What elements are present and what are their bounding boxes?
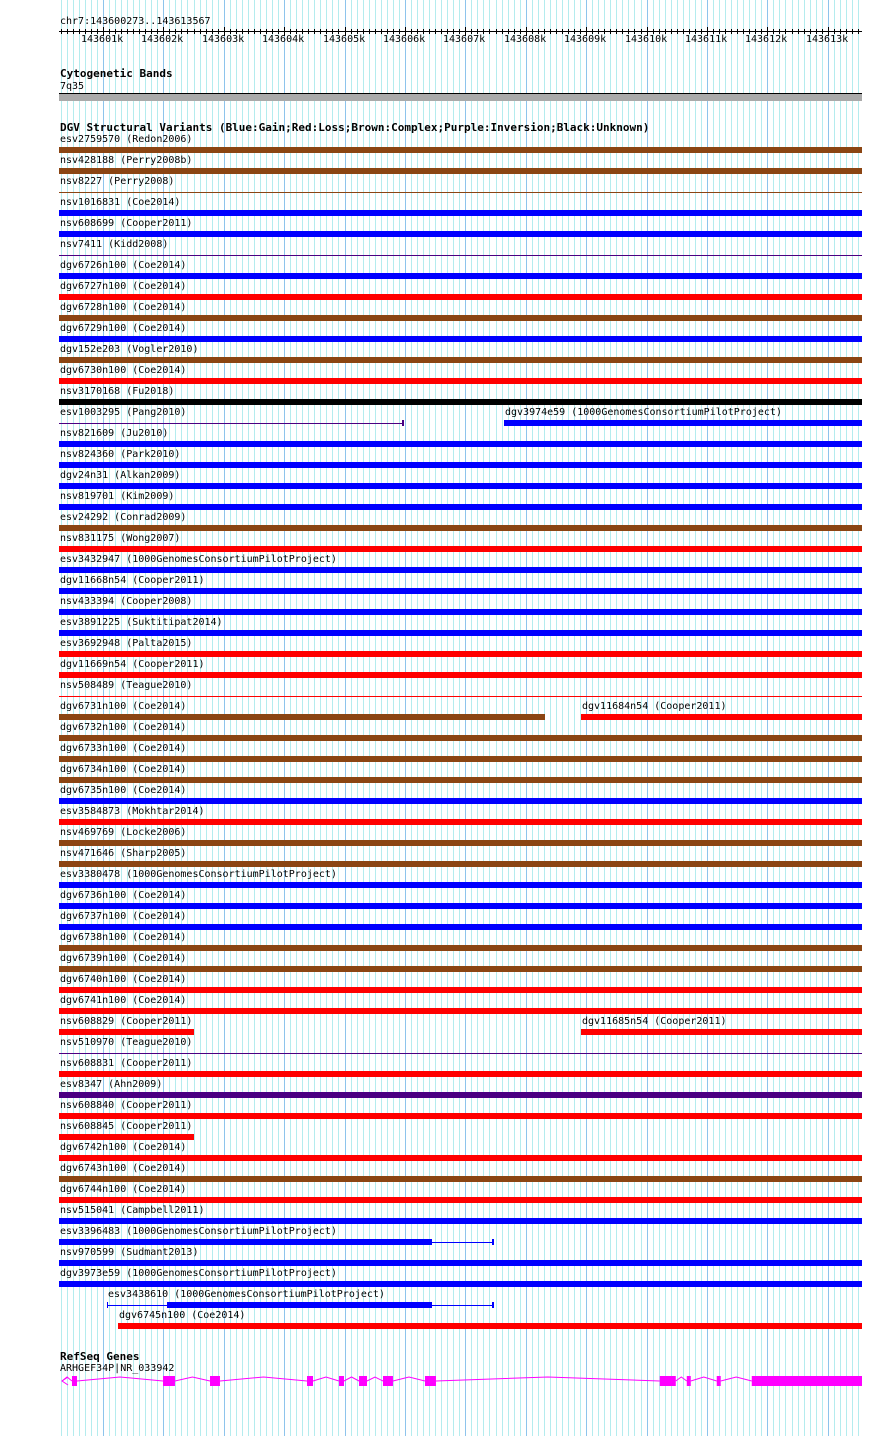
sv-feature-label: dgv3974e59 (1000GenomesConsortiumPilotProject) [505,407,782,418]
sv-feature-bar [59,210,862,216]
sv-feature-bar [59,588,862,594]
sv-feature-label: nsv515041 (Campbell2011) [60,1205,205,1216]
ruler-label: 143601k [81,34,124,45]
sv-feature-label: dgv6730n100 (Coe2014) [60,365,187,376]
sv-feature-bar [59,987,862,993]
ruler-tick [314,29,315,34]
gene-label[interactable]: ARHGEF34P|NR_033942 [60,1363,175,1374]
ruler-label: 143603k [202,34,245,45]
ruler-label: 143612k [745,34,788,45]
sv-feature-label: dgv6740n100 (Coe2014) [60,974,187,985]
refseq-track-title[interactable]: RefSeq Genes [60,1350,140,1363]
sv-feature-bar [59,735,862,741]
sv-feature-bar [59,1071,862,1077]
sv-feature-label: nsv608845 (Cooper2011) [60,1121,193,1132]
ruler-label: 143609k [564,34,607,45]
ruler-tick [254,29,255,34]
sv-feature-label: dgv6745n100 (Coe2014) [119,1310,246,1321]
ruler-tick [381,29,382,34]
sv-feature-bar [59,441,862,447]
ruler-tick [683,29,684,34]
intron-line [220,1377,307,1381]
sv-feature-bar [59,609,862,615]
sv-feature-label: nsv471646 (Sharp2005) [60,848,187,859]
ruler-tick [616,29,617,34]
intron-line [77,1377,163,1381]
intron-line [344,1377,359,1381]
ruler-tick [550,29,551,34]
sv-feature-label: esv8347 (Ahn2009) [60,1079,163,1090]
ruler-tick [852,29,853,34]
ruler-tick [610,29,611,34]
sv-feature-bar [59,1281,862,1287]
sv-feature-line [59,423,403,424]
sv-feature-bar [59,840,862,846]
sv-feature-label: dgv6731n100 (Coe2014) [60,701,187,712]
sv-feature-bar [118,1323,862,1329]
sv-feature-label: dgv152e203 (Vogler2010) [60,344,199,355]
sv-feature-label: nsv3170168 (Fu2018) [60,386,175,397]
sv-feature-label: esv3396483 (1000GenomesConsortiumPilotProject) [60,1226,337,1237]
ruler-tick [375,29,376,34]
sv-feature-line [432,1305,493,1306]
cytoband-label: 7q35 [60,81,85,92]
sv-feature-bar [59,714,545,720]
sv-feature-label: dgv6739n100 (Coe2014) [60,953,187,964]
sv-feature-bar [59,798,862,804]
sv-feature-label: nsv8227 (Perry2008) [60,176,175,187]
sv-feature-bar [59,924,862,930]
intron-line [367,1377,383,1381]
sv-feature-label: nsv970599 (Sudmant2013) [60,1247,199,1258]
ruler-label: 143606k [383,34,426,45]
ruler-tick [671,29,672,34]
sv-feature-bar [59,777,862,783]
sv-feature-line [432,1242,493,1243]
sv-feature-end-cap [492,1302,494,1308]
dgv-track-title[interactable]: DGV Structural Variants (Blue:Gain;Red:Loss;Brown:Complex;Purple:Inversion;Black:Unknown) [60,121,650,134]
sv-feature-end-cap [402,420,404,426]
ruler-tick [187,29,188,34]
ruler-tick [369,29,370,34]
sv-feature-label: dgv6738n100 (Coe2014) [60,932,187,943]
exon [717,1376,721,1386]
sv-feature-label: dgv11685n54 (Cooper2011) [582,1016,727,1027]
sv-feature-bar [581,714,862,720]
sv-feature-bar [167,1302,432,1308]
sv-feature-bar [59,1008,862,1014]
sv-feature-bar [59,147,862,153]
sv-feature-label: nsv821609 (Ju2010) [60,428,169,439]
sv-feature-bar [581,1029,862,1035]
sv-feature-bar [59,1134,194,1140]
ruler-label: 143610k [625,34,668,45]
sv-feature-line [59,192,862,193]
sv-feature-bar [59,504,862,510]
ruler-label: 143613k [806,34,849,45]
ruler-axis [59,31,862,32]
sv-feature-label: nsv7411 (Kidd2008) [60,239,169,250]
cytoband-track-title[interactable]: Cytogenetic Bands [60,67,173,80]
sv-feature-label: dgv6732n100 (Coe2014) [60,722,187,733]
sv-feature-bar [59,672,862,678]
sv-feature-bar [59,1239,432,1245]
ruler-label: 143611k [685,34,728,45]
ruler-tick [133,29,134,34]
ruler-tick [79,29,80,34]
sv-feature-label: nsv608829 (Cooper2011) [60,1016,193,1027]
sv-feature-label: nsv428188 (Perry2008b) [60,155,193,166]
sv-feature-label: dgv11669n54 (Cooper2011) [60,659,205,670]
intron-line [691,1377,717,1381]
ruler-tick [260,29,261,34]
ruler-tick [737,29,738,34]
sv-feature-label: esv3891225 (Suktitipat2014) [60,617,223,628]
sv-feature-bar [59,903,862,909]
exon [72,1376,77,1386]
exon [687,1376,691,1386]
sv-feature-bar [59,231,862,237]
sv-feature-label: esv3692948 (Palta2015) [60,638,193,649]
ruler-tick [502,29,503,34]
ruler-tick [429,29,430,34]
sv-feature-label: dgv6741n100 (Coe2014) [60,995,187,1006]
gene-model-ARHGEF34P[interactable] [0,1370,890,1390]
sv-feature-bar [59,861,862,867]
sv-feature-label: dgv6744n100 (Coe2014) [60,1184,187,1195]
sv-feature-end-cap [492,1239,494,1245]
ruler-tick [127,29,128,34]
ruler-label: 143607k [443,34,486,45]
sv-feature-label: esv24292 (Conrad2009) [60,512,187,523]
sv-feature-label: dgv11684n54 (Cooper2011) [582,701,727,712]
ruler-tick [804,29,805,34]
ruler-label: 143604k [262,34,305,45]
exon [210,1376,220,1386]
sv-feature-bar [59,1218,862,1224]
sv-feature-bar [59,1197,862,1203]
intron-line [436,1377,660,1381]
sv-feature-label: dgv6742n100 (Coe2014) [60,1142,187,1153]
exon [359,1376,367,1386]
sv-feature-label: nsv608699 (Cooper2011) [60,218,193,229]
ruler-tick [496,29,497,34]
sv-feature-label: esv1003295 (Pang2010) [60,407,187,418]
sv-feature-label: nsv824360 (Park2010) [60,449,181,460]
sv-feature-bar [59,567,862,573]
sv-feature-bar [59,651,862,657]
exon [339,1376,344,1386]
sv-feature-label: dgv6726n100 (Coe2014) [60,260,187,271]
sv-feature-label: nsv1016831 (Coe2014) [60,197,181,208]
sv-feature-label: dgv6727n100 (Coe2014) [60,281,187,292]
sv-feature-label: dgv6735n100 (Coe2014) [60,785,187,796]
intron-line [721,1377,752,1381]
intron-line [393,1377,425,1381]
ruler-tick [798,29,799,34]
ruler-tick [61,29,62,34]
sv-feature-label: nsv608840 (Cooper2011) [60,1100,193,1111]
sv-feature-label: dgv6729n100 (Coe2014) [60,323,187,334]
sv-feature-label: dgv24n31 (Alkan2009) [60,470,181,481]
ruler-tick [731,29,732,34]
sv-feature-bar [59,1092,862,1098]
sv-feature-label: nsv510970 (Teague2010) [60,1037,193,1048]
sv-feature-label: dgv6733n100 (Coe2014) [60,743,187,754]
sv-feature-label: dgv6737n100 (Coe2014) [60,911,187,922]
sv-feature-line [107,1305,167,1306]
sv-feature-bar [59,630,862,636]
sv-feature-bar [59,294,862,300]
exon [660,1376,676,1386]
sv-feature-bar [59,819,862,825]
ruler-tick [435,29,436,34]
intron-line [313,1377,339,1381]
sv-feature-bar [59,756,862,762]
sv-feature-label: dgv11668n54 (Cooper2011) [60,575,205,586]
sv-feature-label: nsv508489 (Teague2010) [60,680,193,691]
sv-feature-label: nsv831175 (Wong2007) [60,533,181,544]
exon [425,1376,436,1386]
sv-feature-label: esv3432947 (1000GenomesConsortiumPilotProject) [60,554,337,565]
sv-feature-bar [59,357,862,363]
exon [163,1376,175,1386]
sv-feature-label: nsv608831 (Cooper2011) [60,1058,193,1069]
sv-feature-bar [59,966,862,972]
ruler-tick [562,29,563,34]
location-label: chr7:143600273..143613567 [60,16,211,27]
sv-feature-bar [59,483,862,489]
sv-feature-bar [59,378,862,384]
ruler-label: 143608k [504,34,547,45]
sv-feature-bar [59,273,862,279]
sv-feature-line [59,1053,862,1054]
sv-feature-label: esv3438610 (1000GenomesConsortiumPilotProject) [108,1289,385,1300]
ruler-tick [320,29,321,34]
sv-feature-label: esv3380478 (1000GenomesConsortiumPilotProject) [60,869,337,880]
sv-feature-bar [59,168,862,174]
sv-feature-label: dgv6736n100 (Coe2014) [60,890,187,901]
sv-feature-bar [59,1176,862,1182]
ruler-tick [743,29,744,34]
sv-feature-bar [59,882,862,888]
ruler-tick [441,29,442,34]
sv-feature-label: nsv469769 (Locke2006) [60,827,187,838]
sv-feature-label: nsv819701 (Kim2009) [60,491,175,502]
intron-line [676,1377,687,1381]
sv-feature-bar [59,336,862,342]
ruler-tick [489,29,490,34]
ruler-tick [194,29,195,34]
ruler-tick [622,29,623,34]
ruler-tick [248,29,249,34]
sv-feature-bar [59,945,862,951]
sv-feature-bar [59,546,862,552]
ruler-tick [858,29,859,34]
ruler-tick [200,29,201,34]
ruler-tick [139,29,140,34]
sv-feature-line [59,255,862,256]
intron-line [175,1377,210,1381]
ruler-label: 143602k [141,34,184,45]
sv-feature-label: esv3584873 (Mokhtar2014) [60,806,205,817]
sv-feature-bar [59,1155,862,1161]
intron-line [62,1377,72,1381]
sv-feature-bar [504,420,862,426]
exon [752,1376,862,1386]
sv-feature-label: dgv6743n100 (Coe2014) [60,1163,187,1174]
sv-feature-bar [59,525,862,531]
exon [307,1376,313,1386]
sv-feature-label: esv2759570 (Redon2006) [60,134,193,145]
sv-feature-bar [59,1029,194,1035]
ruler-tick [792,29,793,34]
ruler-tick [73,29,74,34]
sv-feature-label: nsv433394 (Cooper2008) [60,596,193,607]
sv-feature-bar [59,1260,862,1266]
sv-feature-end-cap [107,1302,108,1308]
sv-feature-label: dgv6734n100 (Coe2014) [60,764,187,775]
ruler-label: 143605k [323,34,366,45]
ruler-tick [67,29,68,34]
ruler-tick [556,29,557,34]
cytoband-bar[interactable] [59,93,862,101]
sv-feature-bar [59,1113,862,1119]
sv-feature-label: dgv3973e59 (1000GenomesConsortiumPilotProject) [60,1268,337,1279]
ruler-tick [308,29,309,34]
exon [383,1376,393,1386]
sv-feature-bar [59,315,862,321]
sv-feature-line [59,696,862,697]
ruler-tick [677,29,678,34]
sv-feature-bar [59,399,862,405]
sv-feature-bar [59,462,862,468]
sv-feature-label: dgv6728n100 (Coe2014) [60,302,187,313]
